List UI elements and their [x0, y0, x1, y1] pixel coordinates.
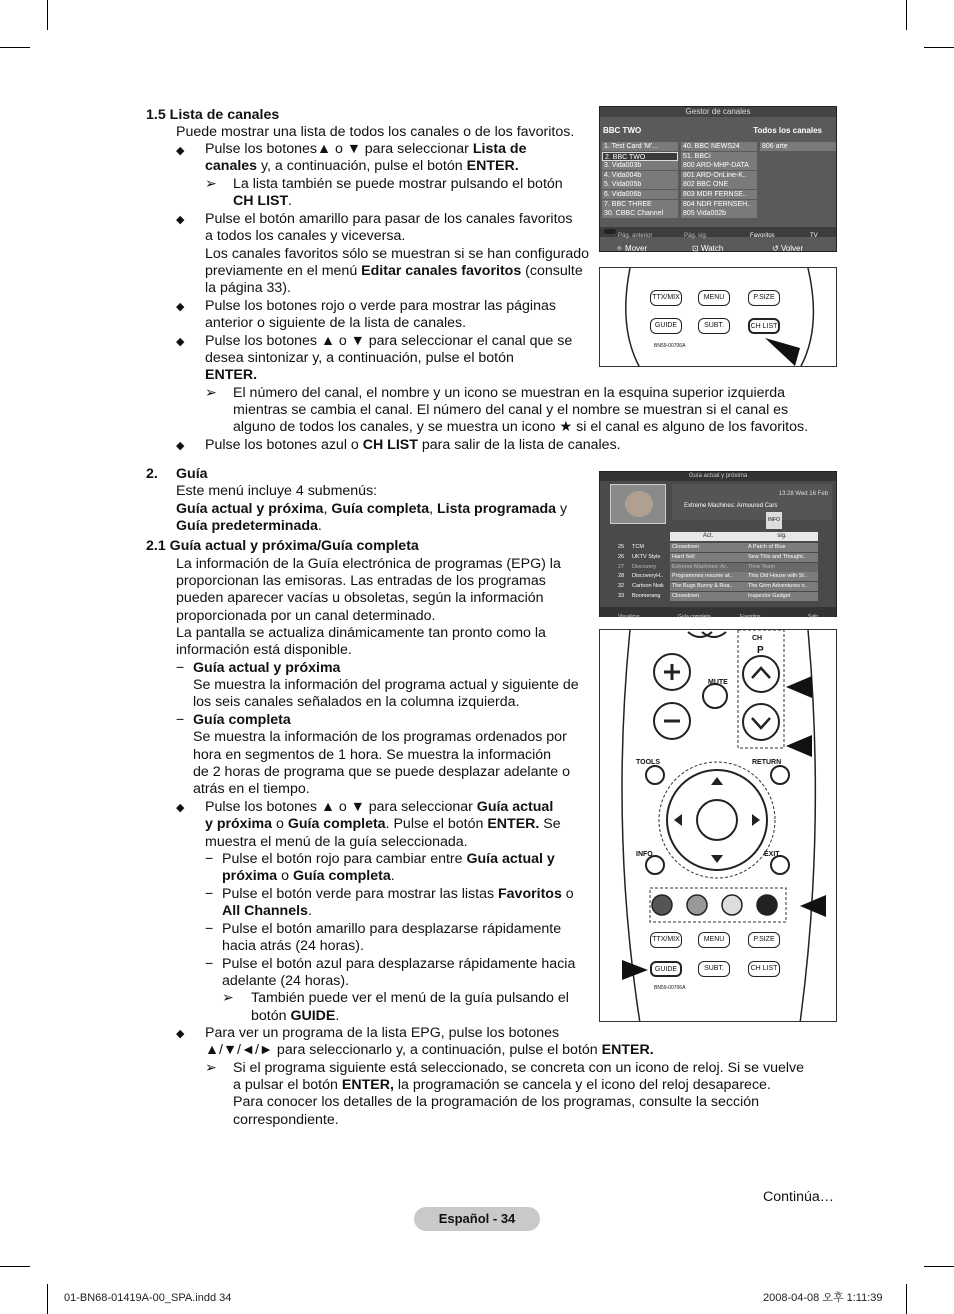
note-text: mientras se cambia el canal. El número del canal y el nombre se muestran si el canal es — [233, 402, 789, 418]
epg-cell: Closedown — [670, 592, 746, 601]
epg-cell: 26 — [618, 553, 625, 560]
note-text: La lista también se puede mostrar pulsando el botón — [233, 176, 563, 192]
section-title: Guía — [176, 466, 208, 482]
bullet-text: muestra el menú de la guía seleccionada. — [205, 834, 468, 850]
subsection-title: 2.1 Guía actual y próxima/Guía completa — [146, 538, 419, 554]
bullet-text: Pulse los botones ▲ o ▼ para seleccionar el canal que se — [205, 333, 573, 349]
epg-cell: Programmes resume at.. — [670, 572, 746, 581]
paragraph: información está disponible. — [176, 642, 352, 658]
note-text: a pulsar el botón ENTER, la programación se cancela y el icono del reloj desaparece. — [233, 1077, 771, 1093]
page-number-badge: Español - 34 — [414, 1207, 540, 1231]
channel-row[interactable]: 1. Test Card 'M'... — [602, 142, 678, 151]
epg-row[interactable] — [612, 592, 818, 601]
tools-label: TOOLS — [636, 759, 660, 766]
epg-row[interactable] — [612, 572, 818, 581]
dash-bullet: − — [205, 886, 214, 902]
channel-row[interactable]: 3. Vida003b — [602, 161, 678, 170]
ch-label: CH — [752, 635, 763, 642]
dash-title: Guía completa — [193, 712, 291, 728]
bullet-text: la página 33). — [205, 280, 291, 296]
column-header-next: sig. — [746, 532, 818, 541]
column-header-now: Act. — [670, 532, 746, 541]
info-label: INFO — [636, 851, 653, 858]
dash-text: adelante (24 horas). — [222, 973, 349, 989]
epg-key-bar — [600, 607, 836, 620]
menu-button[interactable]: MENU — [698, 932, 730, 948]
continued-text: Continúa… — [763, 1189, 834, 1205]
dash-bullet: − — [205, 956, 214, 972]
epg-cell: 27 — [618, 563, 625, 570]
nav-bar — [600, 239, 836, 251]
paragraph: proporcionada por un canal determinado. — [176, 608, 436, 624]
note-arrow-icon: ➢ — [205, 175, 217, 191]
ch-list-button[interactable]: CH LIST — [748, 318, 780, 334]
epg-cell: 33 — [618, 593, 625, 599]
epg-cell: DiscoveryH.. — [632, 573, 664, 580]
mute-label: MUTE — [708, 679, 728, 686]
next-page-label: Pág. sig. — [684, 233, 708, 239]
tv-label: TV — [810, 233, 818, 239]
list-mode: Todos los canales — [753, 126, 822, 135]
bullet-text: ▲/▼/◄/► para seleccionarlo y, a continuación, pulse el botón ENTER. — [205, 1042, 654, 1058]
note-arrow-icon: ➢ — [205, 1059, 217, 1075]
epg-cell: 28 — [618, 573, 625, 580]
epg-cell: Time Team — [746, 563, 818, 572]
epg-row[interactable] — [612, 543, 818, 552]
epg-cell: This Old House with St.. — [746, 572, 818, 581]
diamond-bullet-icon: ◆ — [176, 1028, 185, 1040]
bullet-text: anterior o siguiente de la lista de canales. — [205, 315, 467, 331]
epg-cell: Cartoon Nwk — [632, 583, 664, 590]
bullet-text: y próxima o Guía completa. Pulse el botón ENTER. Se — [205, 816, 561, 832]
prev-page-label: Pág. anterior — [618, 233, 653, 239]
paragraph: pueden aparecer vacías u obsoletas, según la información — [176, 590, 544, 606]
dash-title: Guía actual y próxima — [193, 660, 341, 676]
favorites-label: Favoritos — [750, 233, 775, 239]
paragraph: Guía actual y próxima, Guía completa, Lista programada y — [176, 501, 568, 517]
diamond-bullet-icon: ◆ — [176, 301, 185, 313]
dash-bullet: − — [205, 921, 214, 937]
ttx-mix-button[interactable]: TTX/MIX — [650, 932, 682, 948]
diamond-bullet-icon: ◆ — [176, 440, 185, 452]
crop-mark — [924, 47, 954, 48]
paragraph: Este menú incluye 4 submenús: — [176, 483, 378, 499]
channel-manager-screen — [599, 106, 837, 252]
info-badge: INFO — [766, 512, 782, 529]
subt-button[interactable]: SUBT. — [698, 961, 730, 977]
bullet-text: Pulse los botones ▲ o ▼ para seleccionar Guía actual — [205, 799, 554, 815]
bullet-text: Pulse los botones▲ o ▼ para seleccionar Lista de — [205, 141, 527, 157]
channel-row[interactable]: 802 BBC ONE — [681, 180, 757, 189]
epg-cell: The Grim Adventures o.. — [746, 582, 818, 591]
note-arrow-icon: ➢ — [205, 384, 217, 400]
remote-illustration-2 — [599, 629, 837, 1022]
file-timestamp: 2008-04-08 오후 1:11:39 — [763, 1292, 883, 1304]
crop-mark — [906, 0, 907, 30]
diamond-bullet-icon: ◆ — [176, 145, 185, 157]
dash-text: Pulse el botón rojo para cambiar entre Guía actual y — [222, 851, 555, 867]
nav-move: ✧ Mover — [616, 244, 648, 253]
paragraph: proporcionan las emisoras. Las entradas de los programas — [176, 573, 546, 589]
current-channel: BBC TWO — [603, 126, 642, 135]
screen-title: Gestor de canales — [600, 107, 836, 117]
guide-button[interactable]: GUIDE — [650, 961, 682, 977]
channel-row[interactable]: 5. Vida005b — [602, 180, 678, 189]
person-image — [625, 491, 653, 517]
return-label: RETURN — [752, 759, 782, 766]
ch-list-button[interactable]: CH LIST — [748, 961, 780, 977]
channel-row[interactable]: 30. CBBC Channel — [602, 209, 678, 218]
channel-row[interactable]: 40. BBC NEWS24 — [681, 142, 757, 151]
paragraph: Puede mostrar una lista de todos los canales o de los favoritos. — [176, 124, 575, 140]
paragraph: La información de la Guía electrónica de programas (EPG) la — [176, 556, 561, 572]
preview-thumbnail — [610, 484, 666, 524]
subt-button[interactable]: SUBT. — [698, 318, 730, 334]
section-title: 1.5 Lista de canales — [146, 107, 280, 123]
diamond-bullet-icon: ◆ — [176, 336, 185, 348]
epg-cell: Sew This and Thought.. — [746, 553, 818, 562]
color-key-bar — [600, 227, 836, 237]
note-text: botón GUIDE. — [251, 1008, 340, 1024]
crop-mark — [924, 1266, 954, 1267]
p-size-button[interactable]: P.SIZE — [748, 290, 780, 306]
file-name: 01-BN68-01419A-00_SPA.indd 34 — [64, 1292, 232, 1304]
channel-row[interactable]: 51. BBCi — [681, 152, 757, 161]
paragraph: La pantalla se actualiza dinámicamente tan pronto como la — [176, 625, 546, 641]
bullet-text: a todos los canales y viceversa. — [205, 228, 406, 244]
epg-cell: 32 — [618, 583, 625, 590]
epg-cell: Extreme Machines: Ar.. — [670, 563, 746, 572]
dash-text: hacia atrás (24 horas). — [222, 938, 364, 954]
model-code: BN59-00706A — [654, 985, 686, 991]
channel-row[interactable]: 4. Vida004b — [602, 171, 678, 180]
crop-mark — [906, 1284, 907, 1314]
p-label: P — [757, 645, 764, 656]
bullet-text: desea sintonizar y, a continuación, pulse el botón — [205, 350, 514, 366]
note-text: Si el programa siguiente está seleccionado, se concreta con un icono de reloj. Si se vuelve — [233, 1060, 804, 1076]
guide-button[interactable]: GUIDE — [650, 318, 682, 334]
remote-illustration-1 — [599, 267, 837, 367]
dash-text: All Channels. — [222, 903, 312, 919]
bullet-text: previamente en el menú Editar canales favoritos (consulte — [205, 263, 583, 279]
epg-cell: The Bugs Bunny & Roa.. — [670, 582, 746, 591]
channel-row[interactable]: 7. BBC THREE — [602, 200, 678, 209]
crop-mark — [0, 1266, 30, 1267]
epg-cell: Hard Sell — [670, 553, 746, 562]
program-title: Extreme Machines: Armoured Cars — [684, 503, 778, 509]
dash-text: Pulse el botón azul para desplazarse rápidamente hacia — [222, 956, 576, 972]
full-guide-label: Guía completa — [678, 614, 711, 620]
note-text: Para conocer los detalles de la programación de los programas, consulte la sección — [233, 1094, 760, 1110]
epg-cell: Closedown — [670, 543, 746, 552]
favorites-label: Favoritos — [740, 614, 761, 620]
dash-text: los seis canales señalados en la columna izquierda. — [193, 694, 520, 710]
bullet-text: Pulse los botones rojo o verde para mostrar las páginas — [205, 298, 556, 314]
channel-row[interactable]: 2. BBC TWO — [602, 152, 678, 161]
bullet-text: Para ver un programa de la lista EPG, pulse los botones — [205, 1025, 560, 1041]
bullet-text: ENTER. — [205, 367, 258, 383]
ttx-mix-button[interactable]: TTX/MIX — [650, 290, 682, 306]
crop-mark — [47, 1284, 48, 1314]
model-code: BN59-00706A — [654, 343, 686, 349]
clock-text: 13:28 Wed 16 Feb — [778, 491, 828, 497]
channel-row[interactable]: 804 NDR FERNSEH.. — [681, 200, 757, 209]
diamond-bullet-icon: ◆ — [176, 214, 185, 226]
section-number: 2. — [146, 466, 158, 482]
crop-mark — [0, 47, 30, 48]
dash-text: Se muestra la información de los programas ordenados por — [193, 729, 567, 745]
bullet-text: Los canales favoritos sólo se muestran si se han configurado — [205, 246, 590, 262]
epg-cell: UKTV Style — [632, 553, 661, 560]
red-key-icon — [604, 229, 616, 234]
epg-cell: TCM — [632, 544, 644, 550]
channel-row[interactable]: 6. Vida006b — [602, 190, 678, 199]
channel-row[interactable]: 806 arte — [760, 142, 836, 151]
nav-watch: ⊡ Watch — [692, 244, 724, 253]
bullet-text: canales y, a continuación, pulse el botón ENTER. — [205, 158, 519, 174]
channel-row[interactable]: 803 MDR FERNSE.. — [681, 190, 757, 199]
program-info-panel — [672, 484, 832, 523]
bullet-text: Pulse el botón amarillo para pasar de los canales favoritos — [205, 211, 573, 227]
dash-text: próxima o Guía completa. — [222, 868, 395, 884]
p-size-button[interactable]: P.SIZE — [748, 932, 780, 948]
dash-text: Pulse el botón verde para mostrar las listas Favoritos o — [222, 886, 574, 902]
exit-label: EXIT — [764, 851, 780, 858]
note-text: correspondiente. — [233, 1112, 339, 1128]
dash-bullet: − — [176, 660, 185, 676]
dash-text: Se muestra la información del programa actual y siguiente de — [193, 677, 579, 693]
dash-text: de 2 horas de programa que se puede desplazar adelante o — [193, 764, 571, 780]
diamond-bullet-icon: ◆ — [176, 802, 185, 814]
epg-cell: Boomerang — [632, 593, 661, 599]
note-arrow-icon: ➢ — [222, 989, 234, 1005]
dash-text: Pulse el botón amarillo para desplazarse rápidamente — [222, 921, 562, 937]
epg-cell: 25 — [618, 544, 625, 550]
dash-text: atrás en el tiempo. — [193, 781, 310, 797]
screen-title: Guía actual y próxima — [600, 472, 836, 481]
view-label: Visualizar — [618, 614, 640, 620]
dash-bullet: − — [176, 712, 185, 728]
epg-cell: A Patch of Blue — [746, 543, 818, 552]
channel-row[interactable]: 805 Vida002b — [681, 209, 757, 218]
nav-back: ↺ Volver — [772, 244, 804, 253]
epg-row[interactable] — [612, 582, 818, 591]
dash-bullet: − — [205, 851, 214, 867]
crop-mark — [47, 0, 48, 30]
epg-screen — [599, 471, 837, 620]
exit-label: Salir — [808, 614, 819, 620]
paragraph: Guía predeterminada. — [176, 518, 322, 534]
channel-row[interactable]: 801 ARD-OnLine-K.. — [681, 171, 757, 180]
dash-text: hora en segmentos de 1 hora. Se muestra la información — [193, 747, 552, 763]
epg-cell: Discovery — [632, 563, 657, 570]
epg-row[interactable] — [612, 563, 818, 572]
menu-button[interactable]: MENU — [698, 290, 730, 306]
epg-cell: Inspector Gadget — [746, 592, 818, 601]
note-text: alguno de todos los canales, y se muestra un icono ★ si el canal es alguno de los favoritos. — [233, 419, 809, 435]
note-text: El número del canal, el nombre y un icono se muestran en la esquina superior izquierda — [233, 385, 786, 401]
note-text: CH LIST. — [233, 193, 293, 209]
note-text: También puede ver el menú de la guía pulsando el — [251, 990, 569, 1006]
epg-row[interactable] — [612, 553, 818, 562]
bullet-text: Pulse los botones azul o CH LIST para salir de la lista de canales. — [205, 437, 621, 453]
channel-row[interactable]: 800 ARD-MHP-DATA — [681, 161, 757, 170]
